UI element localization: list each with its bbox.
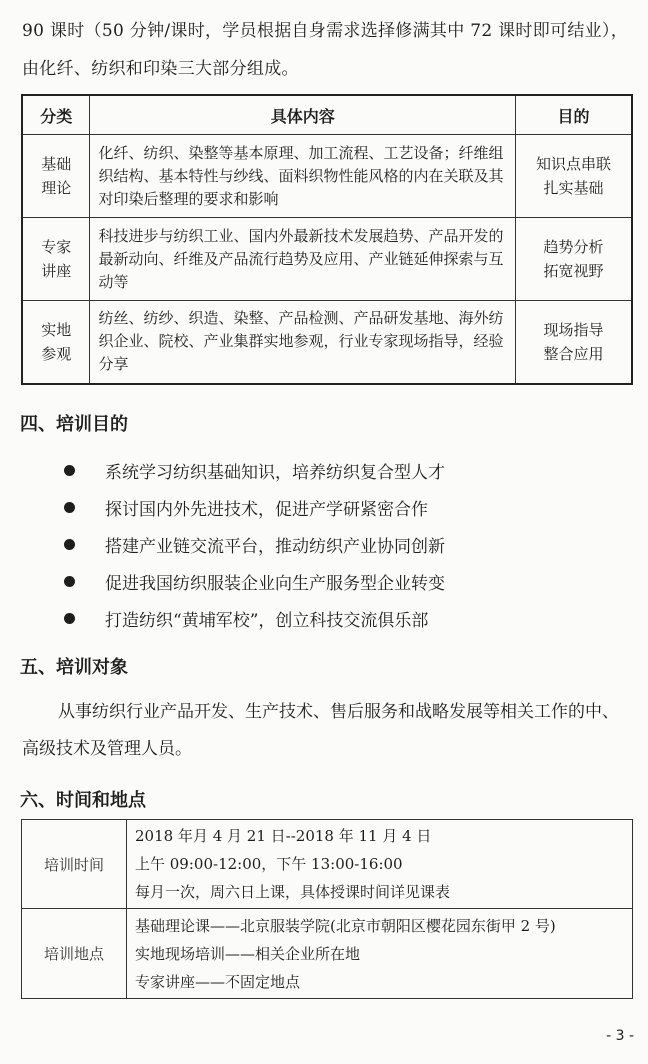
place-value: 基础理论课——北京服装学院(北京市朝阳区樱花园东街甲 2 号) 实地现场培训——相关企业所在地 专家讲座——不固定地点 bbox=[127, 909, 633, 999]
time-place-table bbox=[21, 819, 633, 999]
section-heading-time-place: 六、时间和地点 bbox=[20, 790, 146, 811]
category-cell: 专家 讲座 bbox=[22, 218, 90, 301]
table-row bbox=[22, 909, 633, 999]
table-row bbox=[22, 301, 632, 384]
header-goal: 目的 bbox=[515, 95, 632, 135]
goal-cell: 现场指导 整合应用 bbox=[515, 301, 632, 384]
header-category: 分类 bbox=[22, 95, 90, 135]
time-value: 2018 年月 4 月 21 日--2018 年 11 月 4 日 上午 09:00-12:00，下午 13:00-16:00 每月一次，周六日上课，具体授课时间详见课表 bbox=[127, 820, 633, 909]
intro-paragraph: 90 课时（50 分钟/课时，学员根据自身需求选择修满其中 72 课时即可结业），由化纤、纺织和印染三大部分组成。 bbox=[22, 21, 629, 79]
content-cell: 纺丝、纺纱、织造、染整、产品检测、产品研发基地、海外纺织企业、院校、产业集群实地参观，行业专家现场指导，经验分享 bbox=[90, 301, 516, 384]
course-table-header bbox=[22, 95, 632, 135]
category-cell: 基础 理论 bbox=[22, 135, 90, 218]
table-row bbox=[22, 820, 633, 909]
bullet-icon bbox=[64, 576, 75, 587]
bullet-icon bbox=[64, 465, 75, 476]
course-table bbox=[21, 94, 633, 385]
content-cell: 科技进步与纺织工业、国内外最新技术发展趋势、产品开发的最新动向、纤维及产品流行趋势及应用、产业链延伸探索与互动等 bbox=[90, 218, 516, 301]
purpose-list bbox=[64, 452, 624, 637]
list-item: 促进我国纺织服装企业向生产服务型企业转变 bbox=[64, 563, 624, 600]
bullet-icon bbox=[64, 613, 75, 624]
page-number: - 3 - bbox=[606, 1028, 634, 1044]
list-item: 探讨国内外先进技术，促进产学研紧密合作 bbox=[64, 489, 624, 526]
bullet-icon bbox=[64, 502, 75, 513]
table-row bbox=[22, 218, 632, 301]
goal-cell: 趋势分析 拓宽视野 bbox=[515, 218, 632, 301]
table-row bbox=[22, 135, 632, 218]
list-item: 搭建产业链交流平台，推动纺织产业协同创新 bbox=[64, 526, 624, 563]
goal-cell: 知识点串联 扎实基础 bbox=[515, 135, 632, 218]
place-label: 培训地点 bbox=[22, 909, 127, 999]
content-cell: 化纤、纺织、染整等基本原理、加工流程、工艺设备；纤维组织结构、基本特性与纱线、面料织物性能风格的内在关联及其对印染后整理的要求和影响 bbox=[90, 135, 516, 218]
bullet-icon bbox=[64, 539, 75, 550]
section-heading-purpose: 四、培训目的 bbox=[20, 414, 128, 435]
list-item: 打造纺织“黄埔军校”，创立科技交流俱乐部 bbox=[64, 600, 624, 637]
audience-paragraph: 从事纺织行业产品开发、生产技术、售后服务和战略发展等相关工作的中、高级技术及管理人员。 bbox=[22, 702, 619, 759]
category-cell: 实地 参观 bbox=[22, 301, 90, 384]
section-heading-audience: 五、培训对象 bbox=[20, 657, 128, 678]
list-item: 系统学习纺织基础知识，培养纺织复合型人才 bbox=[64, 452, 624, 489]
header-content: 具体内容 bbox=[90, 95, 516, 135]
time-label: 培训时间 bbox=[22, 820, 127, 909]
